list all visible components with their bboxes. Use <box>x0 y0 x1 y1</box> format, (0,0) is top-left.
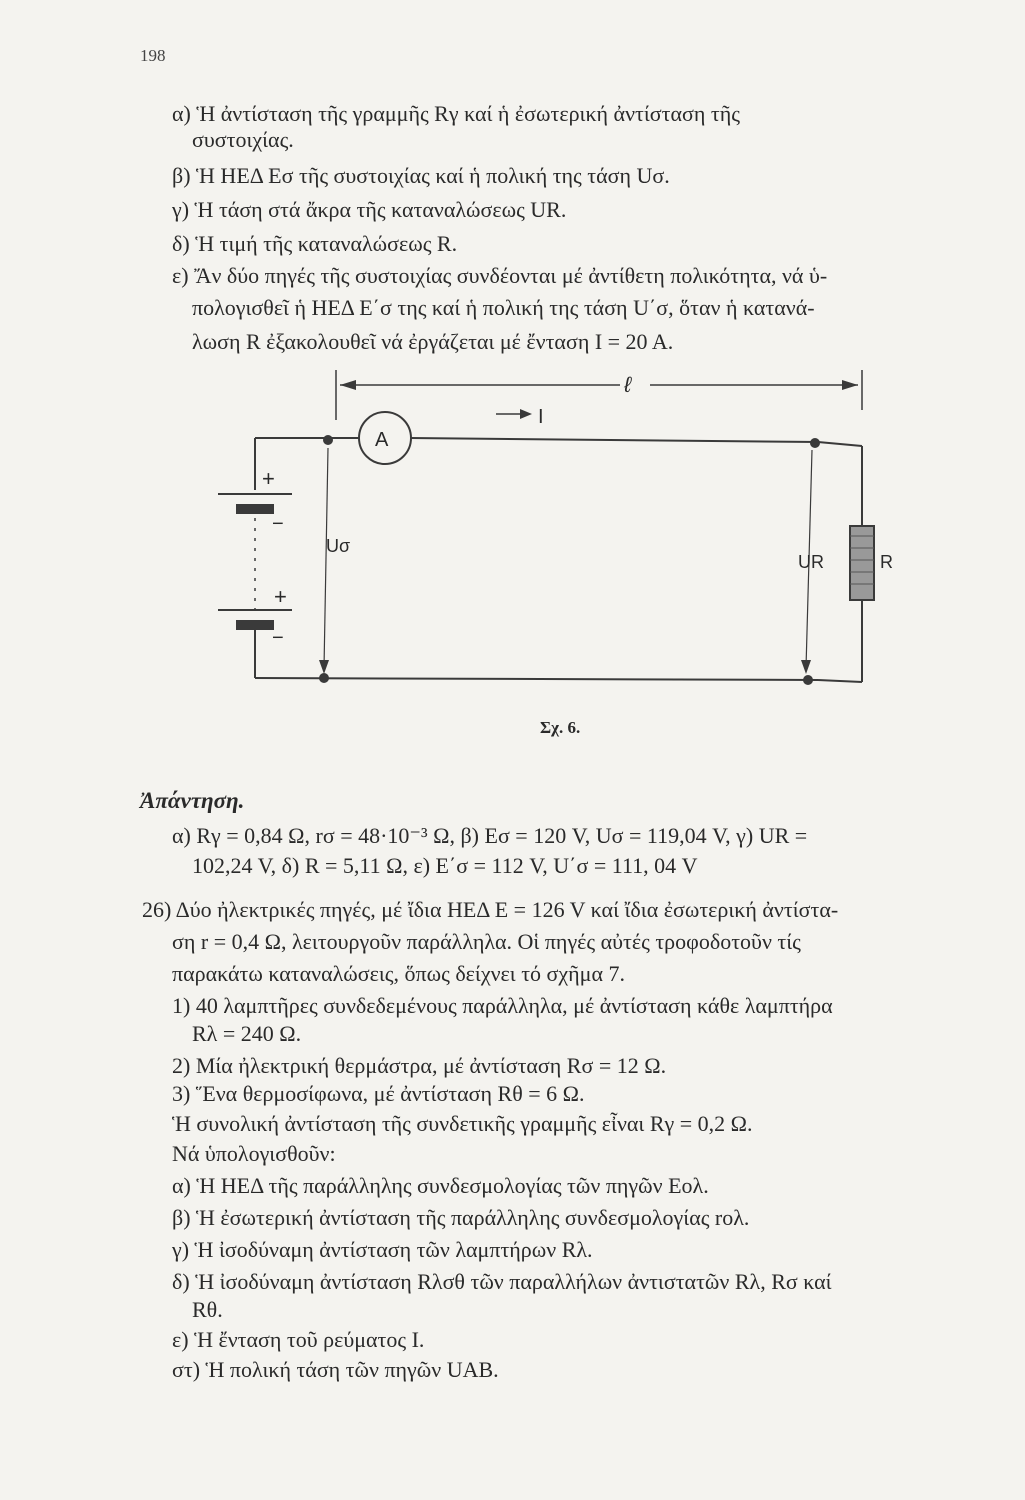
question-line-c: γ) Ἡ τάση στά ἄκρα τῆς καταναλώσεως UR. <box>172 197 567 222</box>
figure-caption: Σχ. 6. <box>540 718 581 737</box>
problem-q-b: β) Ἡ ἐσωτερική ἀντίσταση τῆς παράλληλης συνδεσμολογίας rολ. <box>172 1205 750 1230</box>
battery-plus-2: + <box>274 584 287 609</box>
question-line-e: ε) Ἄν δύο πηγές τῆς συστοιχίας συνδέονται μέ ἀντίθετη πολικότητα, νά ὑ- <box>172 263 828 288</box>
problem-item-3: 3) Ἕνα θερμοσίφωνα, μέ ἀντίσταση Rθ = 6 Ω. <box>172 1081 585 1106</box>
u-sigma-arrow <box>319 660 329 674</box>
question-line-e-cont2: λωση R ἐξακολουθεῖ νά ἐργάζεται μέ ἔνταση I = 20 A. <box>192 329 674 354</box>
circuit-diagram <box>200 360 920 760</box>
problem-q-d-cont: Rθ. <box>192 1297 223 1322</box>
problem-line-total: Ἡ συνολική ἀντίσταση τῆς συνδετικῆς γραμμῆς εἶναι Rγ = 0,2 Ω. <box>172 1111 753 1136</box>
question-line-a-cont: συστοιχίας. <box>192 127 294 152</box>
battery-minus-1: − <box>272 513 284 535</box>
battery-plus-1: + <box>262 466 275 491</box>
problem-line-1: 26) Δύο ἠλεκτρικές πηγές, μέ ἴδια ΗΕΔ E = 126 V καί ἴδια ἐσωτερική ἀντίστα- <box>142 897 839 922</box>
question-line-d: δ) Ἡ τιμή τῆς καταναλώσεως R. <box>172 231 458 256</box>
u-r-arrow <box>801 660 811 674</box>
question-line-a: α) Ἡ ἀντίσταση τῆς γραμμῆς Rγ καί ἡ ἐσωτερική ἀντίσταση τῆς <box>172 101 740 126</box>
battery-cell-1-icon <box>236 504 274 514</box>
current-label: I <box>538 406 544 428</box>
problem-item-2: 2) Μία ἠλεκτρική θερμάστρα, μέ ἀντίσταση Rσ = 12 Ω. <box>172 1053 667 1078</box>
resistor-icon <box>850 526 874 600</box>
problem-line-calc: Νά ὑπολογισθοῦν: <box>172 1141 336 1166</box>
battery-cell-2-icon <box>236 620 274 630</box>
problem-q-c: γ) Ἡ ἰσοδύναμη ἀντίσταση τῶν λαμπτήρων Rλ. <box>172 1237 593 1262</box>
problem-q-e: ε) Ἡ ἔνταση τοῦ ρεύματος I. <box>172 1327 425 1352</box>
resistor-label: R <box>880 552 893 572</box>
u-sigma-label: Uσ <box>326 536 351 556</box>
question-line-b: β) Ἡ ΗΕΔ Eσ τῆς συστοιχίας καί ἡ πολική της τάση Uσ. <box>172 163 670 188</box>
junction-dot <box>319 673 329 683</box>
problem-item-1: 1) 40 λαμπτῆρες συνδεδεμένους παράλληλα, μέ ἀντίσταση κάθε λαμπτήρα <box>172 993 833 1018</box>
junction-dot <box>803 675 813 685</box>
problem-line-2: ση r = 0,4 Ω, λειτουργοῦν παράλληλα. Οἱ πηγές αὐτές τροφοδοτοῦν τίς <box>172 929 801 954</box>
u-r-label: UR <box>798 552 824 572</box>
answer-line-2: 102,24 V, δ) R = 5,11 Ω, ε) E΄σ = 112 V, U΄σ = 111, 04 V <box>192 853 698 878</box>
answer-title: Ἀπάντηση. <box>140 788 245 813</box>
problem-q-a: α) Ἡ ΗΕΔ τῆς παράλληλης συνδεσμολογίας τῶν πηγῶν Eολ. <box>172 1173 709 1198</box>
junction-dot <box>810 438 820 448</box>
ammeter-label: A <box>375 429 389 451</box>
battery-minus-2: − <box>272 627 284 649</box>
current-arrow <box>520 409 532 419</box>
problem-q-st: στ) Ἡ πολική τάση τῶν πηγῶν UAB. <box>172 1357 499 1382</box>
length-label: ℓ <box>624 372 632 397</box>
dimension-arrow-left <box>340 380 356 390</box>
junction-dot <box>323 435 333 445</box>
answer-line-1: α) Rγ = 0,84 Ω, rσ = 48·10⁻³ Ω, β) Eσ = 120 V, Uσ = 119,04 V, γ) UR = <box>172 823 808 848</box>
problem-q-d: δ) Ἡ ἰσοδύναμη ἀντίσταση Rλσθ τῶν παραλλήλων ἀντιστατῶν Rλ, Rσ καί <box>172 1269 832 1294</box>
dimension-arrow-right <box>842 380 858 390</box>
problem-item-1-cont: Rλ = 240 Ω. <box>192 1021 302 1046</box>
page-number: 198 <box>140 46 166 65</box>
problem-line-3: παρακάτω καταναλώσεις, ὅπως δείχνει τό σχῆμα 7. <box>172 961 625 986</box>
question-line-e-cont1: πολογισθεῖ ἡ ΗΕΔ E΄σ της καί ἡ πολική της τάση U΄σ, ὅταν ἡ κατανά- <box>192 295 815 320</box>
